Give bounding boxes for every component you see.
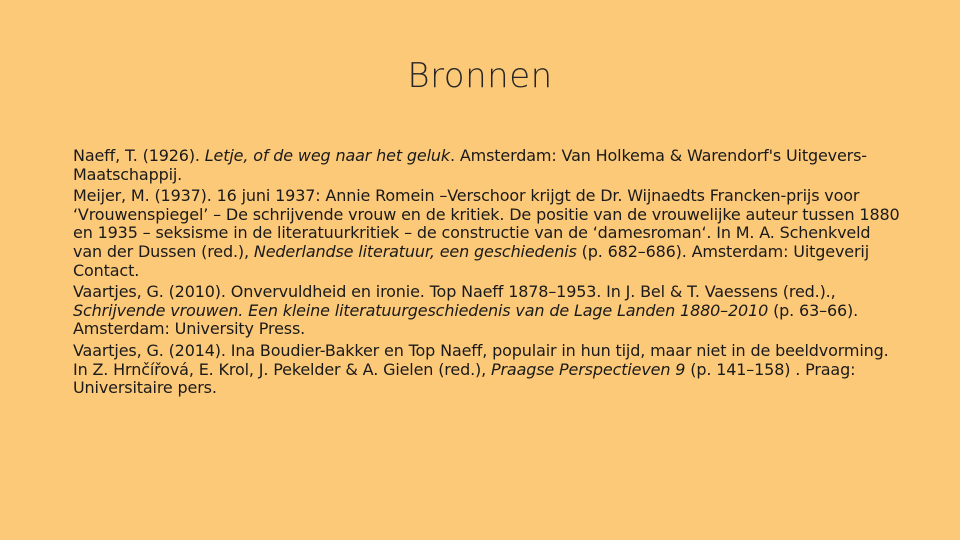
reference-title: Schrijvende vrouwen. Een kleine literatuurgeschiedenis van de Lage Landen 1880–2010 xyxy=(73,300,769,320)
reference-publisher: . Amsterdam: Van Holkema & Warendorf's Uitgevers-Maatschappij. xyxy=(73,146,867,184)
reference-item xyxy=(73,342,903,398)
reference-publisher: (p. 63–66). Amsterdam: University Press. xyxy=(73,300,859,339)
reference-item xyxy=(73,283,903,339)
reference-title: Nederlandse literatuur, een geschiedenis xyxy=(253,241,577,261)
reference-text: Naeff, T. (1926). xyxy=(73,146,205,165)
reference-text: Vaartjes, G. (2010). Onvervuldheid en ironie. Top Naeff 1878–1953. In J. Bel & T. Vaessens (red.)., xyxy=(73,282,836,302)
reference-publisher: (p. 141–158) . Praag: Universitaire pers. xyxy=(73,359,856,398)
slide-title: Bronnen xyxy=(407,56,553,96)
reference-item xyxy=(73,187,903,280)
reference-title: Praagse Perspectieven 9 xyxy=(491,359,686,379)
reference-item xyxy=(73,147,903,184)
reference-text: Meijer, M. (1937). 16 juni 1937: Annie Romein –Verschoor krijgt de Dr. Wijnaedts Francken-prijs voor ‘Vrouwenspiegel’ – De schrijvende vrouw en de kritiek. De positie van de vrouwelijke auteur tussen 1880 en 1935 – seksisme in de literatuurkritiek – de constructie van de ‘damesroman‘. In M. A. Schenkveld van der Dussen (red.), xyxy=(73,186,900,261)
reference-list xyxy=(73,147,903,401)
reference-publisher: (p. 682–686). Amsterdam: Uitgeverij Contact. xyxy=(73,241,869,280)
reference-text: Vaartjes, G. (2014). Ina Boudier-Bakker en Top Naeff, populair in hun tijd, maar niet in de beeldvorming. In Z. Hrnčířová, E. Krol, J. Pekelder & A. Gielen (red.), xyxy=(73,340,889,379)
reference-title: Letje, of de weg naar het geluk xyxy=(204,146,450,165)
